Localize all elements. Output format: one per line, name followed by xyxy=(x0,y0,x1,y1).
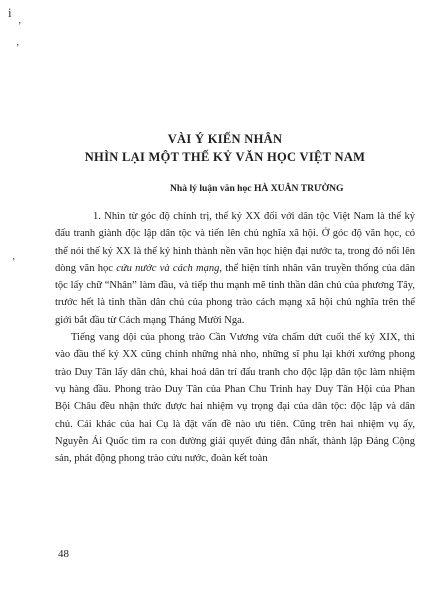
paragraph-1-text: 1. Nhìn từ góc độ chính trị, thế kỷ XX đối với dân tộc Việt Nam là thế kỷ đấu tranh giành độc lập dân tộc và tiến lên chủ nghĩa xã hội. Ở góc độ văn học, có thể nói thế kỷ XX là thế kỷ hình thành nền văn học hiện đại nước ta, trong đó nổi lên dòng văn học xyxy=(55,211,415,274)
margin-mark: ʼ xyxy=(12,257,16,268)
paragraph-1-text-continued: , thể hiện tính nhân văn truyền thống của dân tộc lấy chữ “Nhân” làm đầu, và tiếp thu mạnh mẽ tinh thần dân chủ của phương Tây, trước hết là tinh thần dân chủ của phong trào cách mạng xã hội chủ nghĩa trên thế giới bắt đầu từ Cách mạng Tháng Mười Nga. xyxy=(55,262,415,326)
page-number: 48 xyxy=(58,548,69,560)
paragraph-1 xyxy=(55,208,415,329)
paragraph-2: Tiếng vang dội của phong trào Cần Vương vừa chấm dứt cuối thế kỷ XIX, thì vào đầu thế kỷ XX cũng chính những nhà nho, những sĩ phu lại khởi xướng phong trào Duy Tân lấy dân chủ, khai hoá dân trí đấu tranh cho độc lập dân tộc làm nhiệm vụ hàng đầu. Phong trào Duy Tân của Phan Chu Trinh hay Duy Tân Hội của Phan Bội Châu đều nhận thức được hai nhiệm vụ trọng đại của dân tộc: độc lập và dân chủ. Cái khác của hai Cụ là đặt vấn đề nào ưu tiên. Cũng trên hai nhiệm vụ ấy, Nguyễn Ái Quốc tìm ra con đường giải quyết đúng đắn nhất, thành lập Đảng Cộng sản, phát động phong trào cứu nước, đoàn kết toàn xyxy=(55,332,415,465)
author-byline: Nhà lý luận văn học HÀ XUÂN TRƯỜNG xyxy=(170,183,344,194)
margin-mark: i xyxy=(8,5,12,20)
article-body xyxy=(55,208,415,467)
italic-phrase: cứu nước và cách mạng xyxy=(116,262,220,274)
article-title-line-1: VÀI Ý KIẾN NHÂN xyxy=(167,132,283,146)
margin-mark: ʼ xyxy=(16,43,20,54)
margin-mark: ʼ xyxy=(18,21,22,32)
article-title-line-2: NHÌN LẠI MỘT THẾ KỶ VĂN HỌC VIỆT NAM xyxy=(84,150,366,164)
